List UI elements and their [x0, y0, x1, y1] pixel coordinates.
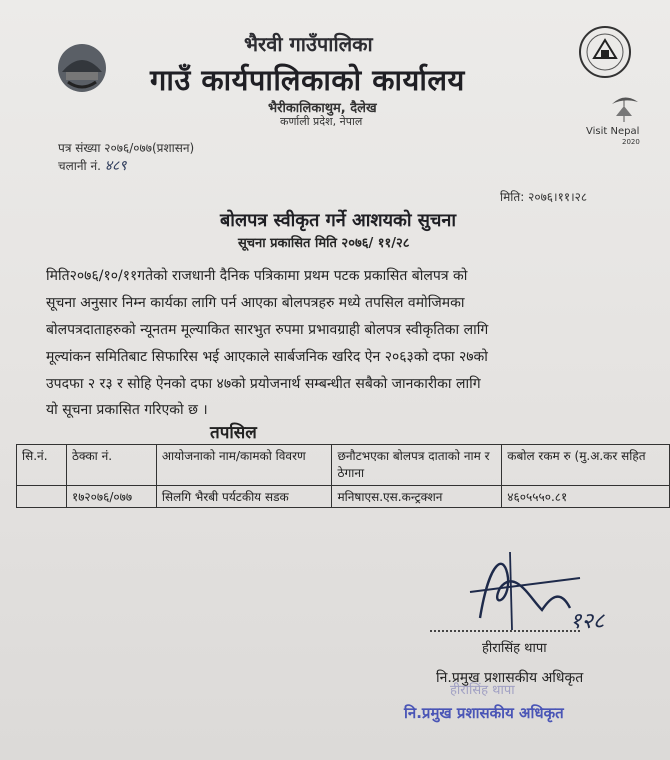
office-address: भैरीकालिकाथुम, दैलेख: [268, 101, 377, 116]
nepal-emblem-icon: [56, 42, 108, 94]
signatory-name: हीरासिंह थापा: [482, 641, 547, 656]
schedule-heading: तपसिल: [210, 423, 257, 443]
body-line: मूल्यांकन समितिबाट सिफारिस भई आएकाले सार्बजनिक खरिद ऐन २०६३को दफा २७को: [46, 349, 488, 365]
cell-serial: [17, 486, 67, 508]
signature-line: [430, 630, 580, 632]
cell-contract-no: १७२०७६/०७७: [66, 486, 156, 508]
notice-subtitle: सूचना प्रकासित मिति २०७६/ ११/२८: [238, 236, 410, 251]
col-project: आयोजनाको नाम/कामको विवरण: [156, 445, 332, 486]
stamp-name: हीरासिंह थापा: [450, 683, 515, 698]
stamp-designation: नि.प्रमुख प्रशासकीय अधिकृत: [404, 704, 564, 722]
bid-table: [16, 444, 670, 508]
municipality-name: भैरवी गाउँपालिका: [244, 32, 373, 56]
province-address: कर्णाली प्रदेश, नेपाल: [280, 115, 363, 128]
visit-nepal-text: Visit Nepal: [586, 126, 640, 137]
col-contract-no: ठेक्का नं.: [66, 445, 156, 486]
cell-bidder: मनिषाएस.एस.कन्ट्रक्शन: [332, 486, 502, 508]
reference-number: पत्र संख्या २०७६/०७७(प्रशासन): [58, 141, 195, 155]
body-line: मिति२०७६/१०/११गतेको राजधानी दैनिक पत्रिकामा प्रथम पटक प्रकासित बोलपत्र को: [46, 268, 468, 284]
office-title: गाउँ कार्यपालिकाको कार्यालय: [150, 63, 465, 97]
signatory-designation: नि.प्रमुख प्रशासकीय अधिकृत: [436, 670, 584, 686]
municipality-logo-icon: [578, 24, 632, 80]
body-line: यो सूचना प्रकासित गरिएको छ ।: [46, 402, 208, 418]
cell-project: सिलगि भैरबी पर्यटकीय सडक: [156, 486, 332, 508]
table-row: [17, 486, 670, 508]
dispatch-number: [58, 156, 127, 175]
signature-marks: १२८: [570, 609, 605, 632]
visit-nepal-logo-icon: [584, 90, 658, 148]
body-line: उपदफा २ र३ र सोहि ऐनको दफा ४७को प्रयोजनार्थ सम्बन्धीत सबैको जानकारीका लागि: [46, 376, 481, 392]
notice-title: बोलपत्र स्वीकृत गर्ने आशयको सुचना: [220, 210, 457, 231]
dispatch-label: चलानी नं.: [58, 159, 101, 173]
cell-amount: ४६०५५५०.८१: [502, 486, 670, 508]
dispatch-value: ४८९: [104, 158, 127, 174]
body-line: बोलपत्रदाताहरुको न्यूनतम मूल्याकित सारभुत रुपमा प्रभावग्राही बोलपत्र स्वीकृतिका लागि: [46, 322, 489, 338]
col-bidder: छनौटभएका बोलपत्र दाताको नाम र ठेगाना: [332, 445, 502, 486]
col-amount: कबोल रकम रु (मु.अ.कर सहित: [502, 445, 670, 486]
notice-date: मिति: २०७६।११।२८: [500, 190, 588, 204]
col-serial: सि.नं.: [17, 445, 67, 486]
body-line: सूचना अनुसार निम्न कार्यका लागि पर्न आएका बोलपत्रहरु मध्ये तपसिल वमोजिमका: [46, 295, 465, 311]
table-header-row: [17, 445, 670, 486]
visit-nepal-year: 2020: [622, 138, 640, 146]
signature-icon: [460, 548, 640, 632]
